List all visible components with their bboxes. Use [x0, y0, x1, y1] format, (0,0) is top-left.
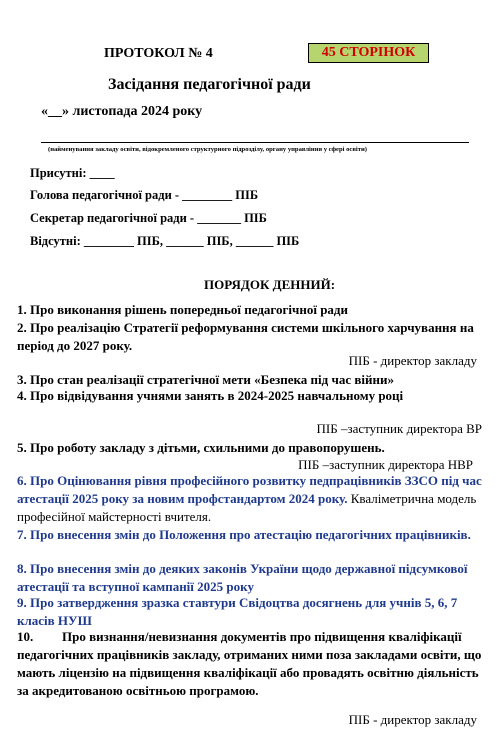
- secretary-line: Секретар педагогічної ради - _______ ПІБ: [30, 211, 267, 225]
- item-number: 5.: [17, 440, 27, 455]
- agenda-title: ПОРЯДОК ДЕННИЙ:: [204, 277, 336, 292]
- chair-line: Голова педагогічної ради - ________ ПІБ: [30, 188, 259, 202]
- item-text: Про реалізацію Стратегії реформування системи шкільного харчування на період до 2027 року.: [17, 320, 474, 353]
- item-text: Про відвідування учнями занять в 2024-2025 навчальному році: [30, 388, 404, 403]
- responsible-director-2: ПІБ - директор закладу: [348, 712, 477, 727]
- protocol-title: ПРОТОКОЛ № 4: [104, 46, 213, 61]
- item-number: 6.: [17, 473, 27, 488]
- item-text: Про роботу закладу з дітьми, схильними до правопорушень.: [30, 440, 385, 455]
- meeting-date: «__» листопада 2024 року: [41, 104, 203, 119]
- institution-line: [41, 142, 469, 143]
- item-text: Про Оцінювання рівня професійного розвитку педпрацівників ЗЗСО під час атестації 2025 року за новим профстандартом 2024 року.: [17, 473, 482, 506]
- present-line: Присутні: ____: [30, 166, 115, 180]
- agenda-item-6: [17, 472, 483, 526]
- agenda-item-2: [17, 319, 483, 355]
- agenda-item-10: [17, 628, 483, 700]
- item-text: Про стан реалізації стратегічної мети «Безпека під час війни»: [30, 372, 394, 387]
- agenda-item-7: [17, 526, 483, 544]
- agenda-item-5: [17, 439, 483, 457]
- responsible-deputy-vr: ПІБ –заступник директора ВР: [316, 421, 482, 436]
- item-number: 7.: [17, 527, 27, 542]
- item-number: 8.: [17, 561, 27, 576]
- item-number: 1.: [17, 302, 27, 317]
- item-number: 4.: [17, 388, 27, 403]
- absent-line: Відсутні: ________ ПІБ, ______ ПІБ, ______ ПІБ: [30, 234, 300, 248]
- item-extra: Кваліметрична модель професійної майстерності вчителя.: [17, 491, 477, 524]
- institution-note: (найменування закладу освіти, відокремленого структурного підрозділу, органу управління у сфері освіти): [48, 146, 367, 153]
- item-text: Про затвердження зразка ставтури Свідоцтва досягнень для учнів 5, 6, 7 класів НУШ: [17, 595, 458, 628]
- meeting-title: Засідання педагогічної ради: [108, 76, 311, 93]
- item-number: 3.: [17, 372, 27, 387]
- agenda-item-1: [17, 301, 483, 319]
- agenda-item-9: [17, 594, 483, 630]
- item-text: Про виконання рішень попередньої педагогічної ради: [30, 302, 348, 317]
- item-number: 2.: [17, 320, 27, 335]
- agenda-item-4: [17, 387, 483, 405]
- item-text: Про визнання/невизнання документів про підвищення кваліфікації педагогічних працівників закладу, отриманих ними поза закладами освіти, що мають ліцензію на підвищення кваліфікації або провадять освітню діяльність за акредитованою освітньою програмою.: [17, 629, 482, 698]
- responsible-director-1: ПІБ - директор закладу: [348, 353, 477, 368]
- agenda-item-8: [17, 560, 483, 596]
- item-number: 10.: [17, 629, 34, 644]
- responsible-deputy-nvr: ПІБ –заступник директора НВР: [298, 457, 473, 472]
- item-text: Про внесення змін до Положення про атестацію педагогічних працівників.: [30, 527, 471, 542]
- item-number: 9.: [17, 595, 27, 610]
- item-text: Про внесення змін до деяких законів України щодо державної підсумкової атестації та вступної кампанії 2025 року: [17, 561, 468, 594]
- pages-badge: 45 СТОРІНОК: [308, 43, 429, 63]
